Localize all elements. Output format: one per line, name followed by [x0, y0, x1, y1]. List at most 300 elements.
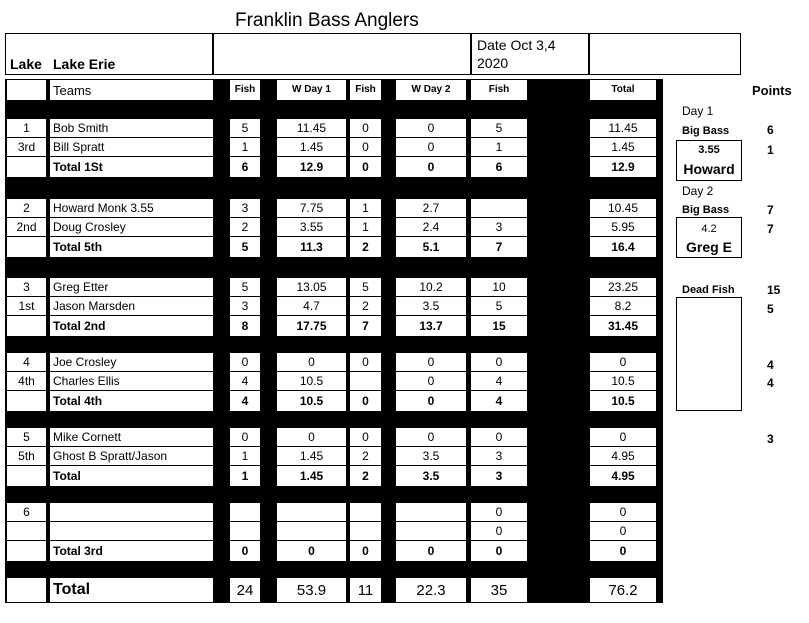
cell-wday1	[277, 218, 346, 236]
cell-fish2	[350, 80, 381, 100]
column-header: Total	[611, 84, 635, 95]
cell-fish2	[350, 119, 381, 137]
cell-num	[7, 218, 46, 236]
cell-text: 1	[23, 121, 30, 135]
cell-name	[50, 157, 213, 177]
points-value: 5	[767, 302, 774, 316]
day2-label: Day 2	[682, 184, 714, 198]
cell-wday2	[396, 80, 466, 100]
cell-fish1	[230, 237, 260, 257]
cell-text: 0	[308, 544, 315, 558]
cell-total	[590, 428, 656, 446]
cell-fish1	[230, 297, 260, 315]
cell-text: Total	[53, 581, 91, 598]
cell-wday1	[277, 297, 346, 315]
column-header: Fish	[234, 84, 256, 95]
cell-text: 6	[23, 505, 30, 519]
cell-text: 1.45	[611, 140, 635, 154]
cell-text: 5	[495, 299, 503, 313]
cell-wday2	[396, 578, 466, 602]
cell-text: 0	[362, 121, 369, 135]
cell-wday1	[277, 428, 346, 446]
cell-text: 10.45	[607, 201, 639, 215]
cell-wday2	[396, 391, 466, 411]
cell-num	[7, 541, 46, 561]
cell-wday1	[277, 199, 346, 217]
cell-text: 1	[241, 449, 249, 463]
lake-label: Lake	[10, 56, 42, 72]
cell-total	[590, 138, 656, 156]
cell-fish2	[350, 428, 381, 446]
cell-name	[50, 541, 213, 561]
cell-wday1	[277, 372, 346, 390]
cell-fish2	[350, 447, 381, 465]
cell-num	[7, 237, 46, 257]
cell-fish1	[230, 218, 260, 236]
column-header: Fish	[355, 84, 376, 95]
cell-text: 0	[427, 544, 435, 558]
cell-wday2	[396, 503, 466, 521]
cell-fish3	[471, 199, 527, 217]
cell-fish3	[471, 372, 527, 390]
cell-total	[590, 278, 656, 296]
cell-wday2	[396, 278, 466, 296]
page-title: Franklin Bass Anglers	[235, 10, 419, 31]
cell-text: 5.1	[422, 240, 440, 254]
cell-text: 8.2	[614, 299, 632, 313]
cell-wday2	[396, 372, 466, 390]
cell-name	[50, 316, 213, 336]
cell-text: 31.45	[607, 319, 639, 333]
cell-fish1	[230, 578, 260, 602]
cell-wday2	[396, 157, 466, 177]
cell-text: Ghost B Spratt/Jason	[53, 449, 168, 463]
cell-fish2	[350, 541, 381, 561]
cell-name	[50, 428, 213, 446]
cell-text: 0	[362, 160, 369, 174]
cell-fish1	[230, 447, 260, 465]
cell-text: 0	[619, 430, 627, 444]
points-value: 4	[767, 376, 774, 390]
cell-text: 0	[427, 160, 435, 174]
cell-text: 2	[23, 201, 30, 215]
cell-text: 3	[241, 201, 249, 215]
cell-text: 3	[495, 449, 503, 463]
cell-text: 17.75	[296, 319, 327, 333]
cell-text: 10.5	[299, 394, 324, 408]
column-header: W Day 2	[411, 84, 451, 95]
cell-fish2	[350, 157, 381, 177]
cell-text: 11.45	[296, 121, 327, 135]
cell-text: 0	[427, 121, 435, 135]
cell-text: 11.45	[608, 121, 638, 135]
cell-text: 0	[619, 505, 627, 519]
points-value: 6	[767, 123, 774, 137]
cell-wday1	[277, 541, 346, 561]
big-bass-day2-name: Greg E	[686, 239, 732, 255]
cell-name	[50, 503, 213, 521]
cell-total	[590, 578, 656, 602]
points-header: Points	[752, 83, 792, 98]
cell-text: 4	[23, 355, 30, 369]
cell-total	[590, 218, 656, 236]
cell-name	[50, 119, 213, 137]
cell-name	[50, 578, 213, 602]
cell-text: 0	[427, 140, 435, 154]
cell-total	[590, 391, 656, 411]
cell-text: 0	[427, 355, 435, 369]
cell-fish3	[471, 157, 527, 177]
cell-text: 13.05	[296, 280, 327, 294]
cell-num	[7, 447, 46, 465]
cell-fish3	[471, 522, 527, 540]
big-bass-day1-weight: 3.55	[698, 144, 720, 156]
cell-fish3	[471, 353, 527, 371]
cell-num	[7, 278, 46, 296]
cell-text: 4	[495, 394, 503, 408]
cell-fish3	[471, 391, 527, 411]
cell-text: 5	[23, 430, 30, 444]
cell-name	[50, 391, 213, 411]
cell-text: 0	[495, 524, 503, 538]
cell-text: 4th	[18, 374, 35, 388]
cell-fish3	[471, 119, 527, 137]
cell-name	[50, 522, 213, 540]
cell-text: 3	[495, 220, 503, 234]
column-header: W Day 1	[292, 84, 331, 95]
cell-wday1	[277, 522, 346, 540]
cell-fish1	[230, 316, 260, 336]
cell-num	[7, 80, 46, 100]
cell-text: 0	[427, 430, 435, 444]
cell-name	[50, 353, 213, 371]
cell-wday2	[396, 119, 466, 137]
cell-num	[7, 503, 46, 521]
cell-text: 4.7	[303, 299, 320, 313]
cell-text: 0	[362, 394, 369, 408]
cell-wday2	[396, 199, 466, 217]
cell-text: 2.4	[422, 220, 440, 234]
column-header: Teams	[53, 83, 92, 98]
event-year: 2020	[477, 55, 509, 71]
cell-text: 0	[308, 355, 315, 369]
cell-text: 2nd	[16, 220, 37, 234]
cell-text: 7	[362, 319, 369, 333]
cell-text: 5.95	[611, 220, 635, 234]
cell-fish1	[230, 372, 260, 390]
cell-fish3	[471, 447, 527, 465]
cell-name	[50, 138, 213, 156]
cell-wday1	[277, 578, 346, 602]
cell-wday1	[277, 237, 346, 257]
cell-text: 2	[362, 469, 369, 483]
cell-fish3	[471, 80, 527, 100]
cell-num	[7, 119, 46, 137]
cell-fish1	[230, 353, 260, 371]
cell-text: 3	[23, 280, 30, 294]
header-extra-box	[589, 33, 741, 75]
cell-text: 3.55	[299, 220, 324, 234]
cell-text: Jason Marsden	[53, 299, 136, 313]
cell-num	[7, 428, 46, 446]
cell-fish2	[350, 391, 381, 411]
cell-text: 0	[241, 544, 249, 558]
cell-total	[590, 503, 656, 521]
cell-fish2	[350, 278, 381, 296]
cell-text: 11	[357, 582, 374, 599]
cell-name	[50, 447, 213, 465]
big-bass-day1-label: Big Bass	[682, 125, 730, 137]
cell-text: 0	[241, 355, 249, 369]
cell-text: 12.9	[611, 160, 635, 174]
cell-text: 4.95	[611, 449, 635, 463]
cell-text: 2	[362, 240, 369, 254]
cell-total	[590, 466, 656, 486]
cell-fish3	[471, 578, 527, 602]
cell-text: 2	[362, 299, 369, 313]
cell-text: 1	[241, 140, 249, 154]
cell-wday1	[277, 503, 346, 521]
cell-fish2	[350, 199, 381, 217]
cell-text: 7.75	[299, 201, 324, 215]
cell-text: 13.7	[419, 319, 443, 333]
cell-fish2	[350, 503, 381, 521]
cell-text: 4	[241, 394, 249, 408]
cell-name	[50, 278, 213, 296]
cell-text: 2.7	[422, 201, 440, 215]
day1-label: Day 1	[682, 104, 714, 118]
cell-text: 0	[362, 544, 369, 558]
cell-text: 0	[241, 430, 249, 444]
cell-wday1	[277, 316, 346, 336]
cell-text: 0	[495, 544, 503, 558]
cell-fish2	[350, 466, 381, 486]
cell-text: 10	[492, 280, 506, 294]
cell-text: 0	[427, 374, 435, 388]
cell-num	[7, 199, 46, 217]
cell-fish1	[230, 466, 260, 486]
cell-text: 3	[241, 299, 249, 313]
cell-fish3	[471, 278, 527, 296]
cell-text: 8	[241, 319, 249, 333]
cell-fish3	[471, 237, 527, 257]
dead-fish-box	[676, 297, 742, 411]
cell-wday2	[396, 447, 466, 465]
cell-text: Total 1St	[53, 160, 103, 174]
cell-text: 3rd	[17, 140, 36, 154]
cell-fish1	[230, 119, 260, 137]
cell-fish3	[471, 503, 527, 521]
cell-wday2	[396, 237, 466, 257]
cell-wday1	[277, 278, 346, 296]
cell-text: 0	[619, 524, 627, 538]
cell-total	[590, 297, 656, 315]
cell-text: Doug Crosley	[53, 220, 126, 234]
cell-total	[590, 447, 656, 465]
cell-fish1	[230, 541, 260, 561]
cell-wday1	[277, 157, 346, 177]
big-bass-day1-name: Howard	[683, 161, 735, 177]
cell-num	[7, 466, 46, 486]
cell-text: 0	[362, 355, 369, 369]
lake-name: Lake Erie	[53, 56, 116, 72]
cell-text: Total	[53, 469, 81, 483]
cell-fish1	[230, 157, 260, 177]
cell-wday2	[396, 522, 466, 540]
cell-text: 76.2	[608, 582, 638, 599]
points-value: 15	[767, 283, 781, 297]
cell-num	[7, 522, 46, 540]
cell-total	[590, 316, 656, 336]
cell-wday1	[277, 138, 346, 156]
points-value: 7	[767, 222, 774, 236]
cell-wday2	[396, 353, 466, 371]
cell-text: Total 3rd	[53, 544, 103, 558]
cell-fish2	[350, 218, 381, 236]
cell-text: 6	[495, 160, 503, 174]
cell-text: 0	[427, 394, 435, 408]
cell-text: 10.5	[299, 374, 324, 388]
cell-text: 23.25	[607, 280, 639, 294]
cell-fish2	[350, 138, 381, 156]
cell-fish3	[471, 541, 527, 561]
cell-text: Greg Etter	[53, 280, 109, 294]
cell-text: 0	[495, 430, 503, 444]
cell-text: 0	[619, 355, 627, 369]
points-value: 7	[767, 203, 774, 217]
cell-text: 1.45	[299, 449, 324, 463]
cell-text: Joe Crosley	[53, 355, 117, 369]
cell-fish3	[471, 138, 527, 156]
cell-wday1	[277, 119, 346, 137]
cell-text: 10.2	[419, 280, 443, 294]
cell-text: 5	[362, 280, 369, 294]
cell-text: 4	[241, 374, 249, 388]
points-value: 3	[767, 432, 774, 446]
cell-total	[590, 522, 656, 540]
cell-fish2	[350, 316, 381, 336]
cell-name	[50, 237, 213, 257]
big-bass-day2-weight: 4.2	[701, 223, 717, 235]
cell-fish2	[350, 297, 381, 315]
cell-num	[7, 297, 46, 315]
cell-fish3	[471, 316, 527, 336]
cell-fish1	[230, 522, 260, 540]
column-header: Fish	[488, 84, 510, 95]
cell-name	[50, 297, 213, 315]
cell-text: 1	[495, 140, 503, 154]
points-value: 4	[767, 358, 774, 372]
cell-fish3	[471, 218, 527, 236]
cell-wday1	[277, 353, 346, 371]
cell-name	[50, 80, 213, 100]
cell-fish2	[350, 237, 381, 257]
cell-total	[590, 353, 656, 371]
cell-fish1	[230, 391, 260, 411]
cell-fish1	[230, 503, 260, 521]
cell-fish3	[471, 466, 527, 486]
cell-wday2	[396, 218, 466, 236]
cell-text: Bob Smith	[53, 121, 109, 135]
cell-text: 16.4	[611, 240, 635, 254]
cell-num	[7, 157, 46, 177]
cell-text: 35	[490, 582, 508, 599]
cell-total	[590, 119, 656, 137]
cell-fish1	[230, 138, 260, 156]
cell-fish2	[350, 522, 381, 540]
cell-text: Total 5th	[53, 240, 103, 254]
cell-text: 24	[236, 582, 254, 599]
cell-text: 1.45	[299, 469, 324, 483]
cell-name	[50, 466, 213, 486]
cell-text: 3.5	[422, 299, 440, 313]
cell-text: 3.5	[422, 449, 440, 463]
cell-text: Charles Ellis	[53, 374, 120, 388]
cell-text: 0	[495, 355, 503, 369]
cell-wday1	[277, 80, 346, 100]
cell-text: 1	[362, 220, 369, 234]
cell-text: 6	[241, 160, 249, 174]
cell-fish2	[350, 353, 381, 371]
cell-fish1	[230, 80, 260, 100]
cell-wday1	[277, 447, 346, 465]
cell-text: Bill Spratt	[53, 140, 105, 154]
cell-fish2	[350, 372, 381, 390]
cell-text: 1.45	[299, 140, 324, 154]
event-date: Date Oct 3,4	[477, 37, 556, 53]
cell-wday2	[396, 316, 466, 336]
cell-num	[7, 353, 46, 371]
cell-text: Total 2nd	[53, 319, 106, 333]
cell-name	[50, 218, 213, 236]
cell-text: 1st	[18, 299, 35, 313]
cell-text: 12.9	[299, 160, 324, 174]
cell-wday2	[396, 297, 466, 315]
cell-wday2	[396, 466, 466, 486]
points-value: 1	[767, 143, 774, 157]
cell-wday2	[396, 428, 466, 446]
cell-num	[7, 138, 46, 156]
cell-text: 10.5	[611, 374, 635, 388]
cell-text: 0	[362, 140, 369, 154]
cell-text: 5	[241, 280, 249, 294]
cell-fish1	[230, 428, 260, 446]
cell-text: 4	[495, 374, 503, 388]
cell-fish3	[471, 428, 527, 446]
cell-text: 5	[495, 121, 503, 135]
cell-text: 0	[308, 430, 315, 444]
cell-total	[590, 80, 656, 100]
cell-name	[50, 199, 213, 217]
cell-fish2	[350, 578, 381, 602]
cell-total	[590, 372, 656, 390]
cell-text: 5th	[18, 449, 35, 463]
cell-fish1	[230, 278, 260, 296]
cell-text: 0	[362, 430, 369, 444]
cell-text: 0	[619, 544, 627, 558]
cell-text: 5	[241, 240, 249, 254]
cell-text: 3.5	[422, 469, 440, 483]
cell-fish3	[471, 297, 527, 315]
cell-wday1	[277, 391, 346, 411]
cell-text: 22.3	[416, 582, 446, 599]
cell-text: 2	[241, 220, 249, 234]
cell-text: 10.5	[611, 394, 635, 408]
cell-text: 1	[362, 201, 369, 215]
cell-text: Howard Monk 3.55	[53, 201, 154, 215]
cell-text: 53.9	[296, 582, 327, 599]
cell-wday2	[396, 541, 466, 561]
